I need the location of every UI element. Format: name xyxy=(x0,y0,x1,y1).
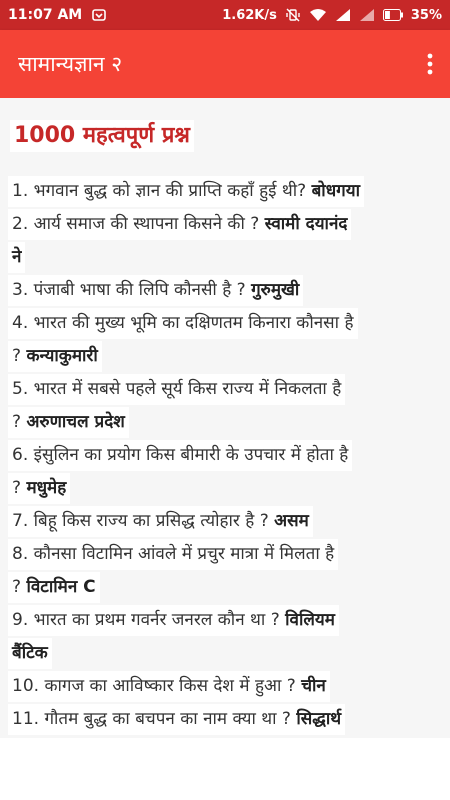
content-area[interactable] xyxy=(0,98,450,738)
answer-text: कन्याकुमारी xyxy=(26,346,98,366)
answer-text: असम xyxy=(274,511,309,531)
question-line xyxy=(8,341,102,372)
question-text: ? xyxy=(12,478,27,498)
question-line xyxy=(8,539,338,570)
question-line xyxy=(8,275,303,306)
answer-text: विलियम xyxy=(285,610,335,630)
question-line xyxy=(8,308,358,339)
question-line xyxy=(8,242,25,273)
question-text: 6. इंसुलिन का प्रयोग किस बीमारी के उपचार में होता है xyxy=(12,445,349,465)
answer-text: सिद्धार्थ xyxy=(296,709,342,729)
app-title: सामान्यज्ञान २ xyxy=(18,52,123,76)
page-heading: 1000 महत्वपूर्ण प्रश्न xyxy=(10,120,194,152)
answer-text: अरुणाचल प्रदेश xyxy=(26,412,125,432)
question-text: 2. आर्य समाज की स्थापना किसने की ? xyxy=(12,214,265,234)
question-text: 4. भारत की मुख्य भूमि का दक्षिणतम किनारा कौनसा है xyxy=(12,313,354,333)
battery-icon xyxy=(383,9,403,21)
question-text: 8. कौनसा विटामिन आंवले में प्रचुर मात्रा में मिलता है xyxy=(12,544,335,564)
question-text: ? xyxy=(12,577,27,597)
question-line xyxy=(8,407,129,438)
answer-text: गुरुमुखी xyxy=(251,280,300,300)
status-time: 11:07 AM xyxy=(8,7,83,23)
signal-2-icon xyxy=(359,8,375,22)
bottom-area xyxy=(0,738,450,800)
question-line xyxy=(8,473,70,504)
question-text: 3. पंजाबी भाषा की लिपि कौनसी है ? xyxy=(12,280,252,300)
overflow-menu-icon[interactable] xyxy=(410,30,450,98)
question-line xyxy=(8,374,345,405)
answer-text: ने xyxy=(12,247,22,267)
answer-text: चीन xyxy=(301,676,326,696)
notification-icon xyxy=(92,8,106,22)
question-line xyxy=(8,671,330,702)
question-line xyxy=(8,440,352,471)
question-text: ? xyxy=(12,346,27,366)
question-line xyxy=(8,638,52,669)
network-speed: 1.62K/s xyxy=(222,7,277,23)
vibrate-icon xyxy=(285,7,301,23)
question-text: 9. भारत का प्रथम गवर्नर जनरल कौन था ? xyxy=(12,610,286,630)
answer-text: बैंटिक xyxy=(12,643,48,663)
answer-text: बोधगया xyxy=(311,181,360,201)
question-text: ? xyxy=(12,412,27,432)
battery-percent: 35% xyxy=(410,7,442,23)
question-text: 7. बिहू किस राज्य का प्रसिद्ध त्योहार है ? xyxy=(12,511,275,531)
question-line xyxy=(8,506,313,537)
question-list xyxy=(8,176,438,737)
question-line xyxy=(8,704,345,735)
app-bar xyxy=(0,30,450,98)
signal-icon xyxy=(335,8,351,22)
question-line xyxy=(8,209,351,240)
question-text: 10. कागज का आविष्कार किस देश में हुआ ? xyxy=(12,676,302,696)
question-line xyxy=(8,572,100,603)
answer-text: विटामिन C xyxy=(26,577,96,597)
question-line xyxy=(8,605,339,636)
question-text: 1. भगवान बुद्ध को ज्ञान की प्राप्ति कहाँ हुई थी? xyxy=(12,181,312,201)
wifi-icon xyxy=(309,8,327,22)
answer-text: स्वामी दयानंद xyxy=(264,214,348,234)
answer-text: मधुमेह xyxy=(26,478,67,498)
question-text: 5. भारत में सबसे पहले सूर्य किस राज्य में निकलता है xyxy=(12,379,342,399)
question-text: 11. गौतम बुद्ध का बचपन का नाम क्या था ? xyxy=(12,709,297,729)
status-bar xyxy=(0,0,450,30)
question-line xyxy=(8,176,364,207)
